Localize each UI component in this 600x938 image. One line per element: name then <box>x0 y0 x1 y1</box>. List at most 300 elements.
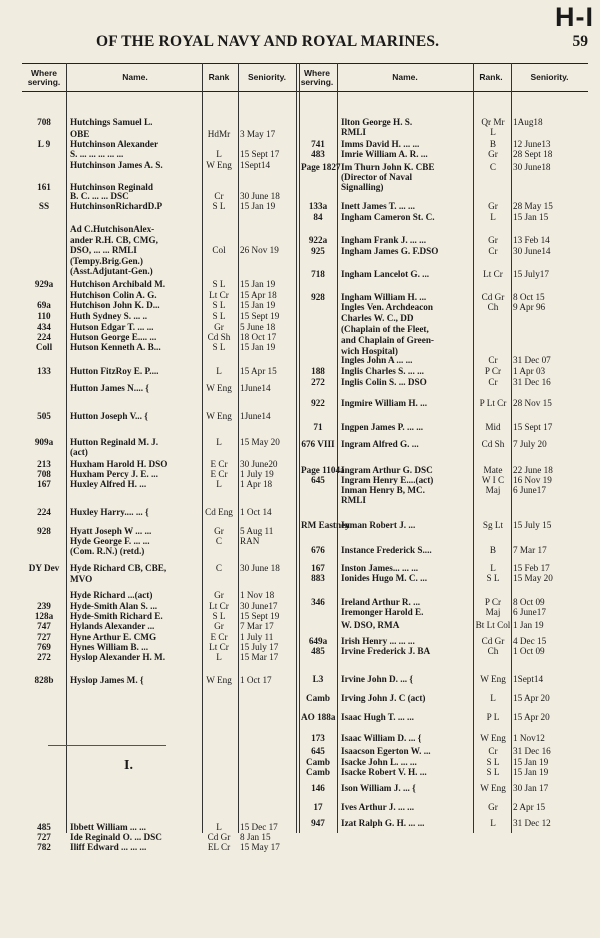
left-where: 128a <box>34 611 54 621</box>
right-seniority: 7 Mar 17 <box>513 545 547 555</box>
right-where: L3 <box>312 674 324 684</box>
right-where: Camb <box>306 693 330 703</box>
left-name: Hyne Arthur E. CMG <box>70 632 157 642</box>
col-seniority-header: Seniority. <box>247 72 287 82</box>
right-rank: Cr <box>488 377 498 387</box>
left-seniority: 30 June 18 <box>240 191 280 201</box>
right-rank: L <box>490 212 496 222</box>
left-where: Coll <box>35 342 53 352</box>
right-name: Ingles Ven. Archdeacon <box>341 302 433 312</box>
left-rank: L <box>216 437 222 447</box>
section-letter: I. <box>124 758 133 773</box>
right-seniority: 28 Sept 18 <box>513 149 553 159</box>
col-name2-header: Name. <box>392 72 418 82</box>
right-where: 676 VIII <box>301 439 335 449</box>
right-name: and Chaplain of Green- <box>341 335 434 345</box>
right-seniority: 7 July 20 <box>513 439 547 449</box>
left-name: Huxley Harry.... ... { <box>70 507 149 517</box>
left-where: SS <box>38 201 50 211</box>
right-name: Isaac Hugh T. ... ... <box>341 712 414 722</box>
left-seniority: 30 June17 <box>240 601 278 611</box>
right-seniority: 22 June 18 <box>513 465 553 475</box>
right-name: Isaacson Egerton W. ... <box>341 746 431 756</box>
right-name: Ingpen James P. ... ... <box>341 422 424 432</box>
right-rank: P L <box>486 712 500 722</box>
right-where: 645 <box>311 475 325 485</box>
left-rank: EL Cr <box>207 842 231 852</box>
rule <box>337 63 338 833</box>
right-where: 84 <box>313 212 323 222</box>
right-name: Imms David H. ... ... <box>341 139 420 149</box>
left-seniority: 1 July 11 <box>240 632 274 642</box>
right-where: 17 <box>313 802 323 812</box>
col-where2-header: Where serving. <box>300 67 334 87</box>
right-name: RMLI <box>341 127 367 137</box>
right-seniority: 15 Sept 17 <box>513 422 553 432</box>
right-seniority: 15 Jan 15 <box>513 212 549 222</box>
right-name: Irish Henry ... ... ... <box>341 636 415 646</box>
col-seniority2-header: Seniority. <box>530 72 569 82</box>
column-header-row <box>22 63 588 92</box>
right-name: Ireland Arthur R. ... <box>341 597 421 607</box>
left-rank: C <box>215 536 223 546</box>
right-seniority: 15 Jan 19 <box>513 767 549 777</box>
right-rank: Cd Gr <box>481 292 505 302</box>
left-rank: L <box>216 479 222 489</box>
left-rank: L <box>216 652 222 662</box>
left-name: Ad C.HutchisonAlex- <box>70 224 155 234</box>
right-name: (Director of Naval <box>341 172 413 182</box>
right-rank: S L <box>486 767 500 777</box>
right-where: 346 <box>311 597 325 607</box>
left-name: Hyde Richard CB, CBE, <box>70 563 167 573</box>
right-name: Ingram Arthur G. DSC <box>341 465 433 475</box>
right-seniority: 16 Nov 19 <box>513 475 552 485</box>
right-rank: L <box>490 563 496 573</box>
left-rank: W Eng <box>206 411 232 421</box>
left-seniority: 5 June 18 <box>240 322 276 332</box>
left-name: OBE <box>70 129 90 139</box>
left-name: Hutchison John K. D... <box>70 300 160 310</box>
right-rank: Lt Cr <box>483 269 503 279</box>
page-number: 59 <box>572 33 588 50</box>
left-rank: Gr <box>214 322 224 332</box>
left-rank: E Cr <box>210 632 228 642</box>
right-seniority: 15 Jan 19 <box>513 757 549 767</box>
left-seniority: 15 Sept 17 <box>240 149 280 159</box>
left-rank: Col <box>212 245 226 255</box>
right-seniority: 15 Apr 20 <box>513 693 550 703</box>
right-seniority: 15 July 15 <box>513 520 552 530</box>
left-rank: Cd Sh <box>207 332 231 342</box>
right-rank: Mate <box>483 465 503 475</box>
right-rank: W Eng <box>480 783 506 793</box>
right-seniority: 8 Oct 09 <box>513 597 545 607</box>
left-seniority: 1June14 <box>240 411 271 421</box>
left-name: Hyslop James M. { <box>70 675 144 685</box>
section-divider <box>48 745 166 746</box>
left-where: 828b <box>34 675 54 685</box>
col-name-header: Name. <box>122 72 148 82</box>
right-name: RMLI <box>341 495 367 505</box>
left-seniority: 1 Oct 14 <box>240 507 272 517</box>
left-seniority: 15 Apr 18 <box>240 290 277 300</box>
left-where: 167 <box>37 479 51 489</box>
right-name: Inett James T. ... ... <box>341 201 415 211</box>
left-name: MVO <box>70 574 93 584</box>
left-seniority: 1 July 19 <box>240 469 274 479</box>
right-seniority: 1 Apr 03 <box>513 366 546 376</box>
right-seniority: 31 Dec 07 <box>513 355 551 365</box>
left-name: Hutton Reginald M. J. <box>70 437 159 447</box>
right-rank: S L <box>486 757 500 767</box>
right-name: wich Hospital) <box>341 346 398 356</box>
right-rank: W Eng <box>480 733 506 743</box>
right-rank: Maj <box>485 485 501 495</box>
right-name: Inman Henry B, MC. <box>341 485 425 495</box>
right-where: 947 <box>311 818 325 828</box>
left-rank: Cr <box>214 191 224 201</box>
left-where: 929a <box>34 279 54 289</box>
left-rank: L <box>216 149 222 159</box>
col-rank-header: Rank <box>208 72 230 82</box>
left-name: Hutson George E.... ... <box>70 332 157 342</box>
right-name: W. DSO, RMA <box>341 620 400 630</box>
left-name: Huxham Harold H. DSO <box>70 459 168 469</box>
right-where: 676 <box>311 545 325 555</box>
right-where: 146 <box>311 783 325 793</box>
right-name: Signalling) <box>341 182 384 192</box>
right-where: 649a <box>308 636 328 646</box>
right-name: Ingram Henry E....(act) <box>341 475 434 485</box>
right-where: Camb <box>306 767 330 777</box>
left-name: Iliff Edward ... ... ... <box>70 842 147 852</box>
right-rank: L <box>490 818 496 828</box>
right-name: Charles W. C., DD <box>341 313 414 323</box>
right-rank: Ch <box>487 302 499 312</box>
right-name: Ingham William H. ... <box>341 292 427 302</box>
left-seniority: 15 Mar 17 <box>240 652 279 662</box>
left-where: 434 <box>37 322 51 332</box>
left-seniority: 15 Jan 19 <box>240 342 276 352</box>
right-rank: L <box>490 693 496 703</box>
left-seniority: 15 May 17 <box>240 842 280 852</box>
left-seniority: 8 Jan 15 <box>240 832 271 842</box>
right-name: Instance Frederick S.... <box>341 545 432 555</box>
left-where: 505 <box>37 411 51 421</box>
right-where: 485 <box>311 646 325 656</box>
left-seniority: 30 June 18 <box>240 563 280 573</box>
left-name: Hutton FitzRoy E. P.... <box>70 366 159 376</box>
left-name: HutchinsonRichardD.P <box>70 201 163 211</box>
left-name: Hutton Joseph V... { <box>70 411 148 421</box>
left-seniority: 7 Mar 17 <box>240 621 274 631</box>
right-rank: Sg Lt <box>482 520 504 530</box>
right-seniority: 31 Dec 16 <box>513 746 551 756</box>
left-where: 272 <box>37 652 51 662</box>
right-seniority: 13 Feb 14 <box>513 235 550 245</box>
left-name: Hynes William B. ... <box>70 642 149 652</box>
left-rank: W Eng <box>206 160 232 170</box>
left-seniority: 1June14 <box>240 383 271 393</box>
right-rank: Cr <box>488 246 498 256</box>
right-rank: Gr <box>488 802 498 812</box>
right-seniority: 1 Oct 09 <box>513 646 545 656</box>
right-name: Ionides Hugo M. C. ... <box>341 573 428 583</box>
right-rank: Mid <box>485 422 501 432</box>
left-rank: C <box>215 563 223 573</box>
left-where: 928 <box>37 526 51 536</box>
left-where: DY Dev <box>28 563 60 573</box>
left-where: 909a <box>34 437 54 447</box>
right-rank: S L <box>486 573 500 583</box>
center-rule <box>296 63 300 833</box>
left-name: Hutchison Archibald M. <box>70 279 166 289</box>
left-rank: W Eng <box>206 675 232 685</box>
left-name: Hutchinson Reginald <box>70 182 153 192</box>
left-name: (Tempy.Brig.Gen.) <box>70 256 143 266</box>
left-name: Hutchison Colin A. G. <box>70 290 157 300</box>
right-name: Ison William J. ... { <box>341 783 416 793</box>
right-seniority: 31 Dec 16 <box>513 377 551 387</box>
left-name: Ibbett William ... ... <box>70 822 146 832</box>
col-where-header: Where serving. <box>27 67 61 87</box>
left-rank: E Cr <box>210 469 228 479</box>
left-seniority: 15 Sept 19 <box>240 311 280 321</box>
right-rank: B <box>489 545 497 555</box>
right-seniority: 30 June18 <box>513 162 551 172</box>
left-where: 133 <box>37 366 51 376</box>
left-rank: L <box>216 822 222 832</box>
right-seniority: 1 Jan 19 <box>513 620 544 630</box>
right-seniority: 31 Dec 12 <box>513 818 551 828</box>
left-seniority: 5 Aug 11 <box>240 526 274 536</box>
left-name: S. ... ... ... ... ... <box>70 149 124 159</box>
right-rank: Gr <box>488 235 498 245</box>
right-seniority: 30 June14 <box>513 246 551 256</box>
right-name: Ingles John A ... ... <box>341 355 413 365</box>
right-seniority: 15 Apr 20 <box>513 712 550 722</box>
right-rank: L <box>490 127 496 137</box>
left-seniority: 15 Jan 19 <box>240 300 276 310</box>
left-rank: S L <box>212 300 226 310</box>
left-name: Hyatt Joseph W ... ... <box>70 526 152 536</box>
left-rank: HdMr <box>207 129 231 139</box>
left-name: B. C. ... ... DSC <box>70 191 129 201</box>
left-seniority: 15 Apr 15 <box>240 366 277 376</box>
left-rank: S L <box>212 279 226 289</box>
left-seniority: 1 Oct 17 <box>240 675 272 685</box>
left-rank: S L <box>212 311 226 321</box>
left-name: Huxley Alfred H. ... <box>70 479 147 489</box>
left-where: 485 <box>37 822 51 832</box>
left-rank: S L <box>212 342 226 352</box>
left-where: 727 <box>37 832 51 842</box>
left-where: 239 <box>37 601 51 611</box>
right-where: 71 <box>313 422 323 432</box>
right-name: Isaac William D. ... { <box>341 733 422 743</box>
right-rank: P Cr <box>484 366 502 376</box>
right-where: 188 <box>311 366 325 376</box>
right-name: Ingham Cameron St. C. <box>341 212 435 222</box>
left-where: 213 <box>37 459 51 469</box>
right-seniority: 15 July17 <box>513 269 549 279</box>
left-seniority: 15 July 17 <box>240 642 279 652</box>
left-name: Ide Reginald O. ... DSC <box>70 832 162 842</box>
left-rank: Lt Cr <box>209 290 229 300</box>
right-where: 272 <box>311 377 325 387</box>
left-seniority: 15 Jan 19 <box>240 201 276 211</box>
rule <box>511 63 512 833</box>
right-rank: Maj <box>485 607 501 617</box>
right-name: Ingham Frank J. ... ... <box>341 235 426 245</box>
left-name: Hyde-Smith Richard E. <box>70 611 163 621</box>
right-rank: W I C <box>481 475 505 485</box>
right-where: Camb <box>306 757 330 767</box>
right-seniority: 2 Apr 15 <box>513 802 546 812</box>
left-name: Hutson Kenneth A. B... <box>70 342 161 352</box>
left-name: Hutchinson Alexander <box>70 139 159 149</box>
right-name: Irving John J. C (act) <box>341 693 426 703</box>
right-rank: B <box>489 139 497 149</box>
right-rank: Gr <box>488 149 498 159</box>
right-name: (Chaplain of the Fleet, <box>341 324 429 334</box>
left-rank: E Cr <box>210 459 228 469</box>
left-seniority: 15 Sept 19 <box>240 611 280 621</box>
right-where: Page 1104a <box>301 465 345 475</box>
left-rank: Cd Gr <box>207 832 231 842</box>
right-where: 925 <box>311 246 325 256</box>
right-seniority: 6 June17 <box>513 607 546 617</box>
left-name: Hutton James N.... { <box>70 383 149 393</box>
right-seniority: 4 Dec 15 <box>513 636 547 646</box>
left-seniority: 1 Apr 18 <box>240 479 273 489</box>
right-rank: Gr <box>488 201 498 211</box>
right-seniority: 12 June13 <box>513 139 551 149</box>
right-rank: P Lt Cr <box>479 398 507 408</box>
left-where: L 9 <box>37 139 51 149</box>
right-rank: Bt Lt Col <box>475 620 511 630</box>
right-name: Ingham Lancelot G. ... <box>341 269 430 279</box>
left-where: 110 <box>37 311 51 321</box>
right-where: AO 188a <box>301 712 336 722</box>
left-seniority: 30 June20 <box>240 459 278 469</box>
left-rank: Gr <box>214 590 224 600</box>
rule <box>66 63 67 833</box>
right-rank: W Eng <box>480 674 506 684</box>
left-where: 782 <box>37 842 51 852</box>
right-where: 167 <box>311 563 325 573</box>
left-name: Huxham Percy J. E. ... <box>70 469 158 479</box>
left-where: 747 <box>37 621 51 631</box>
right-name: Irvine John D. ... { <box>341 674 414 684</box>
left-where: 224 <box>37 332 51 342</box>
right-name: Inman Robert J. ... <box>341 520 416 530</box>
right-seniority: 28 Nov 15 <box>513 398 552 408</box>
right-rank: Qr Mr <box>481 117 505 127</box>
right-rank: Cd Sh <box>481 439 505 449</box>
rule <box>238 63 239 833</box>
right-rank: Ch <box>487 646 499 656</box>
right-seniority: 1 Nov12 <box>513 733 545 743</box>
right-where: 928 <box>311 292 325 302</box>
right-where: 883 <box>311 573 325 583</box>
right-seniority: 15 May 20 <box>513 573 553 583</box>
right-where: 483 <box>311 149 325 159</box>
page-title: OF THE ROYAL NAVY AND ROYAL MARINES. <box>96 33 440 50</box>
right-rank: Cd Gr <box>481 636 505 646</box>
right-where: 741 <box>311 139 325 149</box>
left-where: 69a <box>37 300 51 310</box>
left-rank: Gr <box>214 621 224 631</box>
right-where: RM Eastney <box>301 520 350 530</box>
left-seniority: 15 May 20 <box>240 437 280 447</box>
right-where: 922 <box>311 398 325 408</box>
left-where: 224 <box>37 507 51 517</box>
right-where: 133a <box>308 201 328 211</box>
left-rank: Gr <box>214 526 224 536</box>
left-where: 708 <box>37 469 51 479</box>
right-seniority: 1Sept14 <box>513 674 544 684</box>
left-name: ander R.H. CB, CMG, <box>70 235 158 245</box>
left-name: Hyde George F. ... ... <box>70 536 150 546</box>
rule <box>473 63 474 833</box>
right-name: Irvine Frederick J. BA <box>341 646 431 656</box>
left-rank: S L <box>212 201 226 211</box>
left-seniority: 15 Dec 17 <box>240 822 278 832</box>
right-rank: P Cr <box>484 597 502 607</box>
right-name: Izat Ralph G. H. ... ... <box>341 818 425 828</box>
left-rank: S L <box>212 611 226 621</box>
right-seniority: 15 Feb 17 <box>513 563 550 573</box>
col-rank2-header: Rank. <box>479 72 503 82</box>
left-where: 161 <box>37 182 51 192</box>
right-where: 645 <box>311 746 325 756</box>
left-rank: L <box>216 366 222 376</box>
right-name: Isacke Robert V. H. ... <box>341 767 427 777</box>
left-rank: Lt Cr <box>209 601 229 611</box>
right-seniority: 28 May 15 <box>513 201 553 211</box>
right-where: 173 <box>311 733 325 743</box>
right-name: Im Thurn John K. CBE <box>341 162 435 172</box>
left-seniority: 26 Nov 19 <box>240 245 279 255</box>
left-name: Hutchings Samuel L. <box>70 117 153 127</box>
right-seniority: 6 June17 <box>513 485 546 495</box>
right-name: Ilton George H. S. <box>341 117 413 127</box>
left-seniority: 3 May 17 <box>240 129 276 139</box>
right-seniority: 9 Apr 96 <box>513 302 546 312</box>
right-name: Ingram Alfred G. ... <box>341 439 419 449</box>
right-where: Page 1827 <box>301 162 341 172</box>
right-rank: C <box>489 162 497 172</box>
left-name: (act) <box>70 447 88 457</box>
left-seniority: 15 Jan 19 <box>240 279 276 289</box>
left-where: 708 <box>37 117 51 127</box>
left-where: 727 <box>37 632 51 642</box>
left-seniority: 1 Nov 18 <box>240 590 275 600</box>
left-name: Hyslop Alexander H. M. <box>70 652 166 662</box>
left-name: Hyde Richard ...(act) <box>70 590 153 600</box>
left-name: (Com. R.N.) (retd.) <box>70 546 145 556</box>
right-name: Isacke John L. ... ... <box>341 757 417 767</box>
right-name: Inglis Charles S. ... ... <box>341 366 424 376</box>
left-seniority: RAN <box>240 536 260 546</box>
left-name: Hyde-Smith Alan S. ... <box>70 601 158 611</box>
right-seniority: 8 Oct 15 <box>513 292 545 302</box>
right-seniority: 1Aug18 <box>513 117 543 127</box>
left-rank: Cd Eng <box>205 507 233 517</box>
left-seniority: 18 Oct 17 <box>240 332 277 342</box>
